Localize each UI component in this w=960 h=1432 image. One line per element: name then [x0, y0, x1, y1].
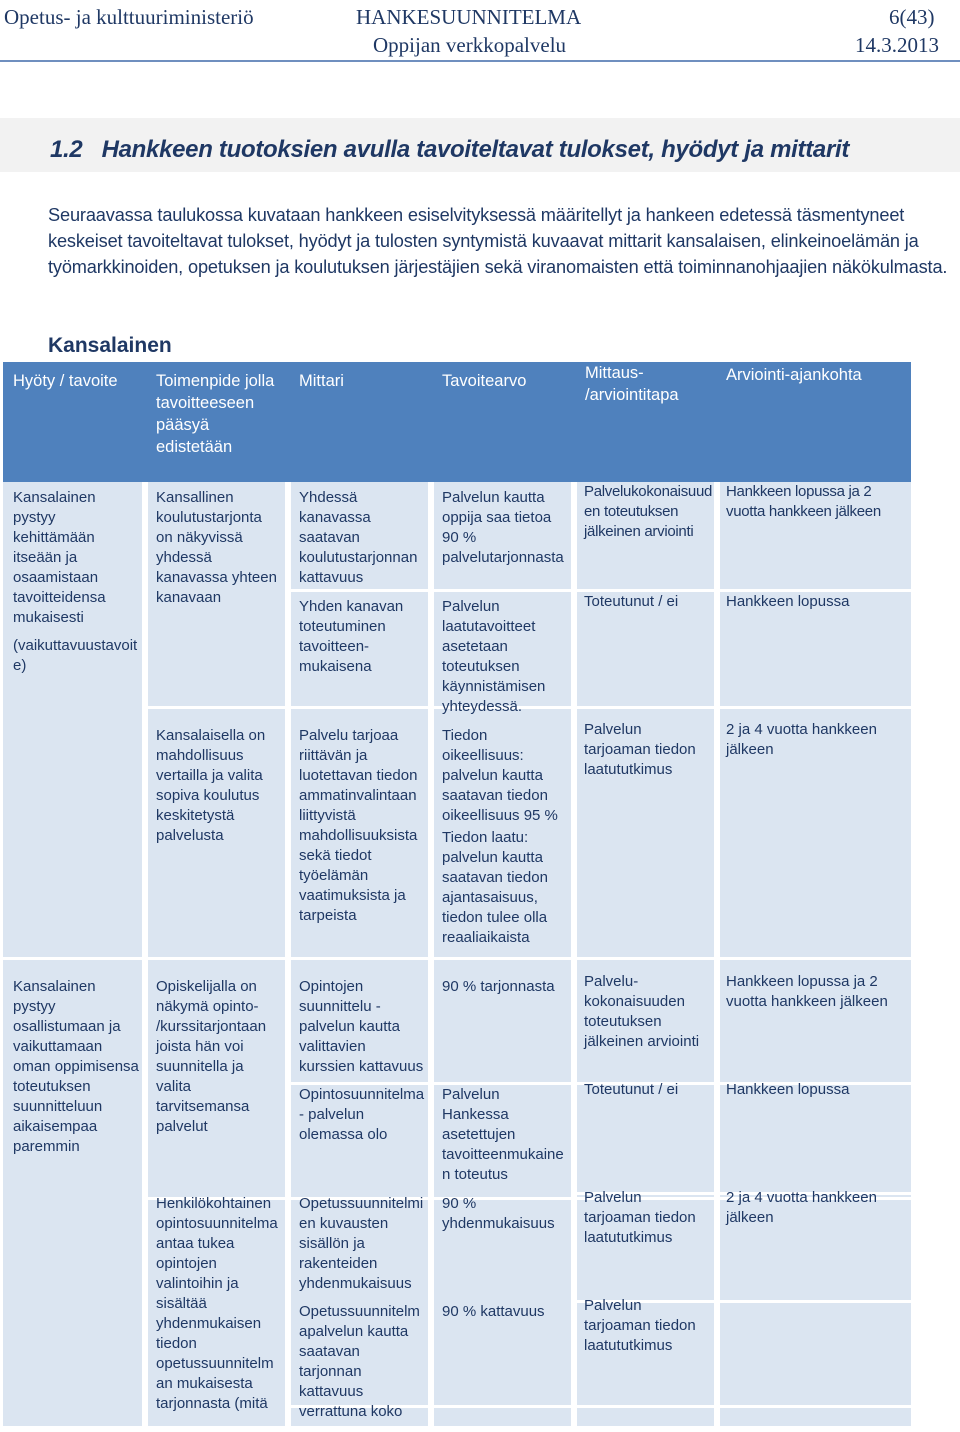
document-date: 14.3.2013 [855, 33, 939, 57]
document-type: HANKESUUNNITELMA [356, 5, 582, 29]
metric-cell: Yhdessä kanavassa saatavan koulutustarjonnan kattavuus [299, 489, 418, 586]
project-name: Oppijan verkkopalvelu [373, 33, 567, 57]
metric-cell: Opintojen suunnittelu - palvelun kautta valittavien kurssien kattavuus [299, 978, 424, 1075]
metric-cell: Yhden kanavan toteutuminen tavoitteen-mukaisena [299, 598, 404, 675]
page-header [0, 0, 960, 62]
column-header-timing: Arviointi-ajankohta [726, 366, 862, 384]
target-cell: 90 % yhdenmukaisuus [442, 1195, 555, 1232]
method-cell: Toteutunut / ei [584, 593, 679, 610]
benefits-table [3, 362, 911, 1426]
table-subheading: Kansalainen [48, 334, 172, 357]
ministry-name: Opetus- ja kulttuuriministeriö [4, 5, 254, 29]
action-cell: Kansallinen koulutustarjonta on näkyvissä yhdessä kanavassa yhteen kanavaan [156, 489, 277, 606]
timing-cell: Hankkeen lopussa ja 2 vuotta hankkeen jälkeen [726, 483, 881, 520]
page-number: 6(43) [889, 5, 935, 29]
method-cell: Palvelukokonaisuuden toteutuksen jälkeinen arviointi [584, 483, 713, 540]
method-cell: Palvelu-kokonaisuuden toteutuksen jälkeinen arviointi [584, 973, 700, 1050]
column-header-benefit: Hyöty / tavoite [13, 372, 118, 390]
target-cell: Palvelun Hankessa asetettujen tavoitteenmukaine n toteutus [442, 1086, 564, 1183]
method-cell: Palvelun tarjoaman tiedon laatututkimus [584, 1189, 696, 1246]
metric-cell: Opetussuunnitelmien kuvausten sisällön ja rakenteiden yhdenmukaisuus [299, 1195, 424, 1292]
target-cell: Palvelun laatutavoitteet asetetaan toteutuksen käynnistämisen yhteydessä. [442, 598, 546, 715]
timing-cell: Hankkeen lopussa [726, 1081, 850, 1098]
target-cell: Tiedon oikeellisuus: palvelun kautta saatavan tiedon oikeellisuus 95 % [442, 727, 558, 824]
target-cell: Tiedon laatu: palvelun kautta saatavan tiedon ajantasaisuus, tiedon tulee olla reaaliaikaista [442, 829, 548, 946]
section-title: Hankkeen tuotoksien avulla tavoiteltavat tulokset, hyödyt ja mittarit [101, 136, 850, 163]
benefit-cell: Kansalainen pystyy osallistumaan ja vaikuttamaan oman oppimisensa toteutuksen suunnitteluun aikaisempaa paremmin [13, 978, 139, 1155]
column-header-action: Toimenpide jolla tavoitteeseen pääsyä edistetään [156, 372, 275, 456]
benefit-note: (vaikuttavuustavoit e) [13, 637, 138, 674]
section-number: 1.2 [50, 136, 83, 163]
action-cell: Kansalaisella on mahdollisuus vertailla ja valita sopiva koulutus keskitetystä palvelusta [156, 727, 266, 844]
column-header-method: Mittaus- /arviointitapa [585, 364, 679, 404]
action-cell: Henkilökohtainen opintosuunnitelma antaa tukea opintojen valintoihin ja sisältää yhdenmukaisen tiedon opetussuunnitelman mukaisesta tarjonnasta (mitä [156, 1195, 278, 1412]
target-cell: Palvelun kautta oppija saa tietoa 90 % palvelutarjonnasta [442, 489, 564, 566]
metric-cell: Palvelu tarjoaa riittävän ja luotettavan tiedon ammatinvalintaan liittyvistä mahdollisuuksista sekä tiedot työelämän vaatimuksista ja tarpeista [299, 727, 418, 924]
timing-cell: 2 ja 4 vuotta hankkeen jälkeen [726, 721, 877, 758]
action-cell: Opiskelijalla on näkymä opinto- /kurssitarjontaan joista hän voi suunnitella ja valita tarvitsemansa palvelut [156, 978, 267, 1135]
target-cell: 90 % kattavuus [442, 1303, 545, 1320]
benefit-cell: Kansalainen pystyy kehittämään itseään ja osaamistaan tavoitteidensa mukaisesti [13, 489, 106, 626]
target-cell: 90 % tarjonnasta [442, 978, 555, 995]
timing-cell: Hankkeen lopussa [726, 593, 850, 610]
timing-cell: Hankkeen lopussa ja 2 vuotta hankkeen jälkeen [726, 973, 888, 1010]
column-header-target: Tavoitearvo [442, 372, 527, 390]
metric-cell: Opintosuunnitelma - palvelun olemassa olo [299, 1086, 425, 1143]
method-cell: Palvelun tarjoaman tiedon laatututkimus [584, 721, 696, 778]
section-heading [50, 136, 849, 164]
column-header-metric: Mittari [299, 372, 344, 390]
method-cell: Palvelun tarjoaman tiedon laatututkimus [584, 1297, 696, 1354]
timing-cell: 2 ja 4 vuotta hankkeen jälkeen [726, 1189, 877, 1226]
metric-cell: Opetussuunnitelm apalvelun kautta saatavan tarjonnan kattavuus verrattuna koko [299, 1303, 420, 1420]
method-cell: Toteutunut / ei [584, 1081, 679, 1098]
intro-paragraph: Seuraavassa taulukossa kuvataan hankkeen esiselvityksessä määritellyt ja hankeen edetessä täsmentyneet keskeiset tavoiteltavat tulokset, hyödyt ja tulosten syntymistä kuvaavat mittarit kansalaisen, elinkeinoelämän ja työmarkkinoiden, opetuksen ja koulutuksen järjestäjien sekä viranomaisten että toiminnanohjaajien näkökulmasta. [48, 205, 948, 277]
